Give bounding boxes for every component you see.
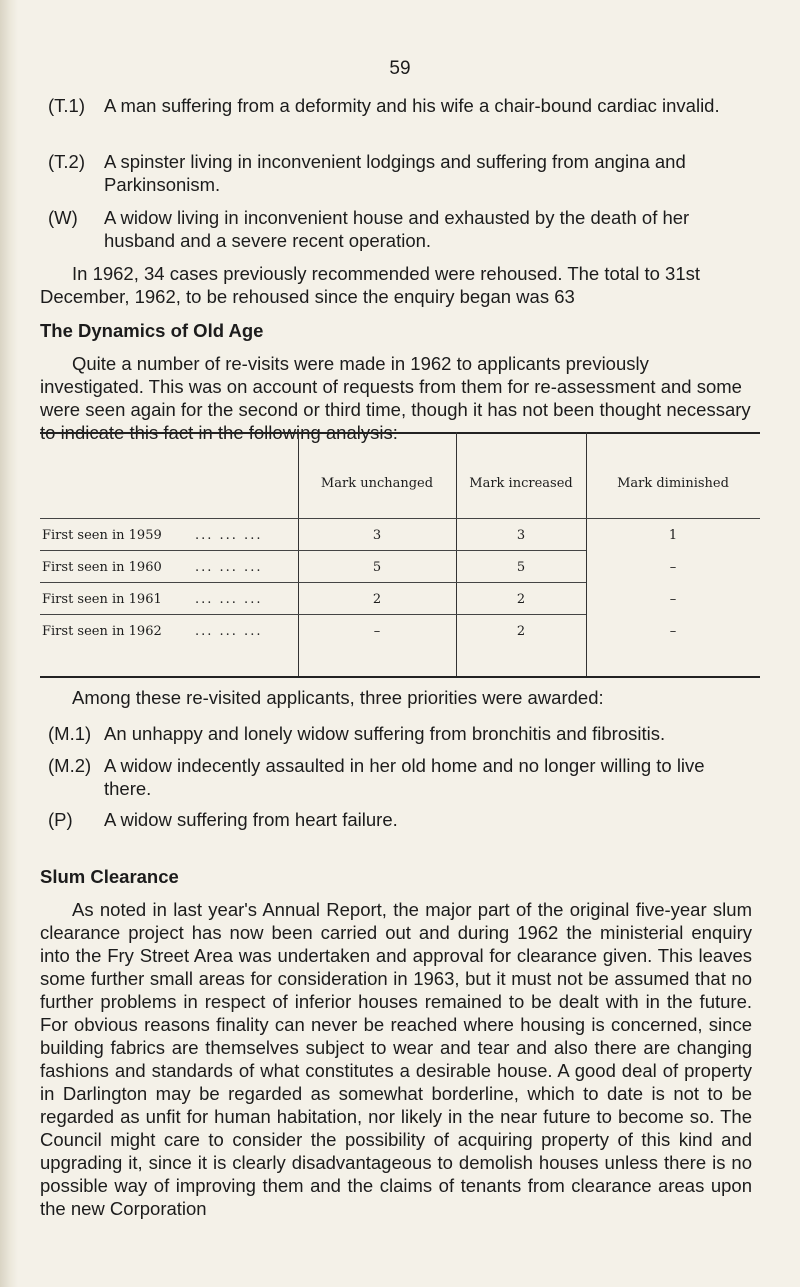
table-column-divider — [298, 432, 299, 676]
row-label: First seen in 1960 — [42, 560, 162, 575]
table-top-rule — [40, 432, 760, 434]
column-header-diminished: Mark diminished — [617, 476, 729, 491]
dynamics-paragraph: Quite a number of re-visits were made in 1962 to applicants previously investigated. This was on account of requests from them for re-assessment and some were seen again for the second or third time, though it has not been thought necessary to indicate this fact in the following analysis: — [40, 353, 751, 443]
page-number: 59 — [389, 58, 411, 79]
priority-item-m1 — [48, 722, 748, 745]
table-column-divider — [586, 432, 587, 676]
table-cell: 5 — [516, 560, 526, 575]
priority-text: An unhappy and lonely widow suffering from bronchitis and fibrositis. — [104, 723, 666, 744]
table-cell: 2 — [372, 592, 382, 607]
priority-item-p — [48, 808, 748, 831]
priority-label: (M.2) — [48, 755, 92, 776]
table-cell: – — [669, 592, 677, 607]
table-cell: – — [669, 560, 677, 575]
priority-text: A widow indecently assaulted in her old home and no longer willing to live there. — [104, 755, 705, 799]
table-cell: – — [669, 624, 677, 639]
leader-dots: ... ... ... — [195, 624, 263, 639]
table-cell: 2 — [516, 624, 526, 639]
revisit-analysis-table — [40, 432, 760, 678]
table-cell: 2 — [516, 592, 526, 607]
priority-text: A widow suffering from heart failure. — [104, 809, 398, 830]
table-cell: – — [373, 624, 381, 639]
row-label: First seen in 1961 — [42, 592, 162, 607]
priority-label: (W) — [48, 207, 78, 228]
priority-label: (M.1) — [48, 723, 92, 744]
priority-item-t1 — [48, 94, 748, 117]
table-row-rule — [40, 614, 586, 615]
page-edge-shadow — [0, 0, 18, 1287]
leader-dots: ... ... ... — [195, 592, 263, 607]
priority-text: A man suffering from a deformity and his wife a chair-bound cardiac invalid. — [104, 95, 720, 116]
table-cell: 3 — [516, 528, 526, 543]
section-heading-slum: Slum Clearance — [40, 866, 179, 887]
slum-paragraph: As noted in last year's Annual Report, the major part of the original five-year slum clearance project has now been carried out and during 1962 the ministerial enquiry into the Fry Street Area was undertaken and approval for clearance given. This leaves some further small areas for consideration in 1963, but it must not be assumed that no further problems in respect of inferior houses remained to be dealt with in the future. For obvious reasons finality can never be reached where housing is concerned, since building fabrics are themselves subject to wear and tear and also there are changing fashions and standards of what constitutes a desirable house. A good deal of property in Darlington may be regarded as somewhat borderline, which to date is not to be regarded as unfit for human habitation, nor likely in the near future to become so. The Council might care to consider the possibility of acquiring property of this kind and upgrading it, since it is clearly disadvantageous to demolish houses unless there is no possible way of improving them and the claims of tenants from clearance areas upon the new Corporation — [40, 899, 752, 1219]
table-cell: 1 — [668, 528, 678, 543]
revisit-paragraph: Among these re-visited applicants, three priorities were awarded: — [72, 687, 604, 708]
priority-text: A widow living in inconvenient house and exhausted by the death of her husband and a severe recent operation. — [104, 207, 690, 251]
row-label: First seen in 1962 — [42, 624, 162, 639]
priority-label: (P) — [48, 809, 73, 830]
table-bottom-rule — [40, 676, 760, 678]
leader-dots: ... ... ... — [195, 560, 263, 575]
column-header-increased: Mark increased — [469, 476, 573, 491]
priority-label: (T.1) — [48, 95, 85, 116]
table-row-rule — [40, 550, 586, 551]
column-header-unchanged: Mark unchanged — [320, 476, 434, 491]
section-heading-dynamics: The Dynamics of Old Age — [40, 320, 264, 341]
priority-item-w — [48, 206, 748, 252]
row-label: First seen in 1959 — [42, 528, 162, 543]
rehoused-paragraph: In 1962, 34 cases previously recommended were rehoused. The total to 31st December, 1962, to be rehoused since the enquiry began was 63 — [40, 263, 700, 307]
table-cell: 3 — [372, 528, 382, 543]
priority-label: (T.2) — [48, 151, 85, 172]
leader-dots: ... ... ... — [195, 528, 263, 543]
table-column-divider — [456, 432, 457, 676]
priority-text: A spinster living in inconvenient lodgings and suffering from angina and Parkinsonism. — [104, 151, 686, 195]
priority-item-m2 — [48, 754, 748, 800]
table-row-rule — [40, 582, 586, 583]
priority-item-t2 — [48, 150, 748, 196]
table-header-rule — [40, 518, 760, 519]
table-cell: 5 — [372, 560, 382, 575]
